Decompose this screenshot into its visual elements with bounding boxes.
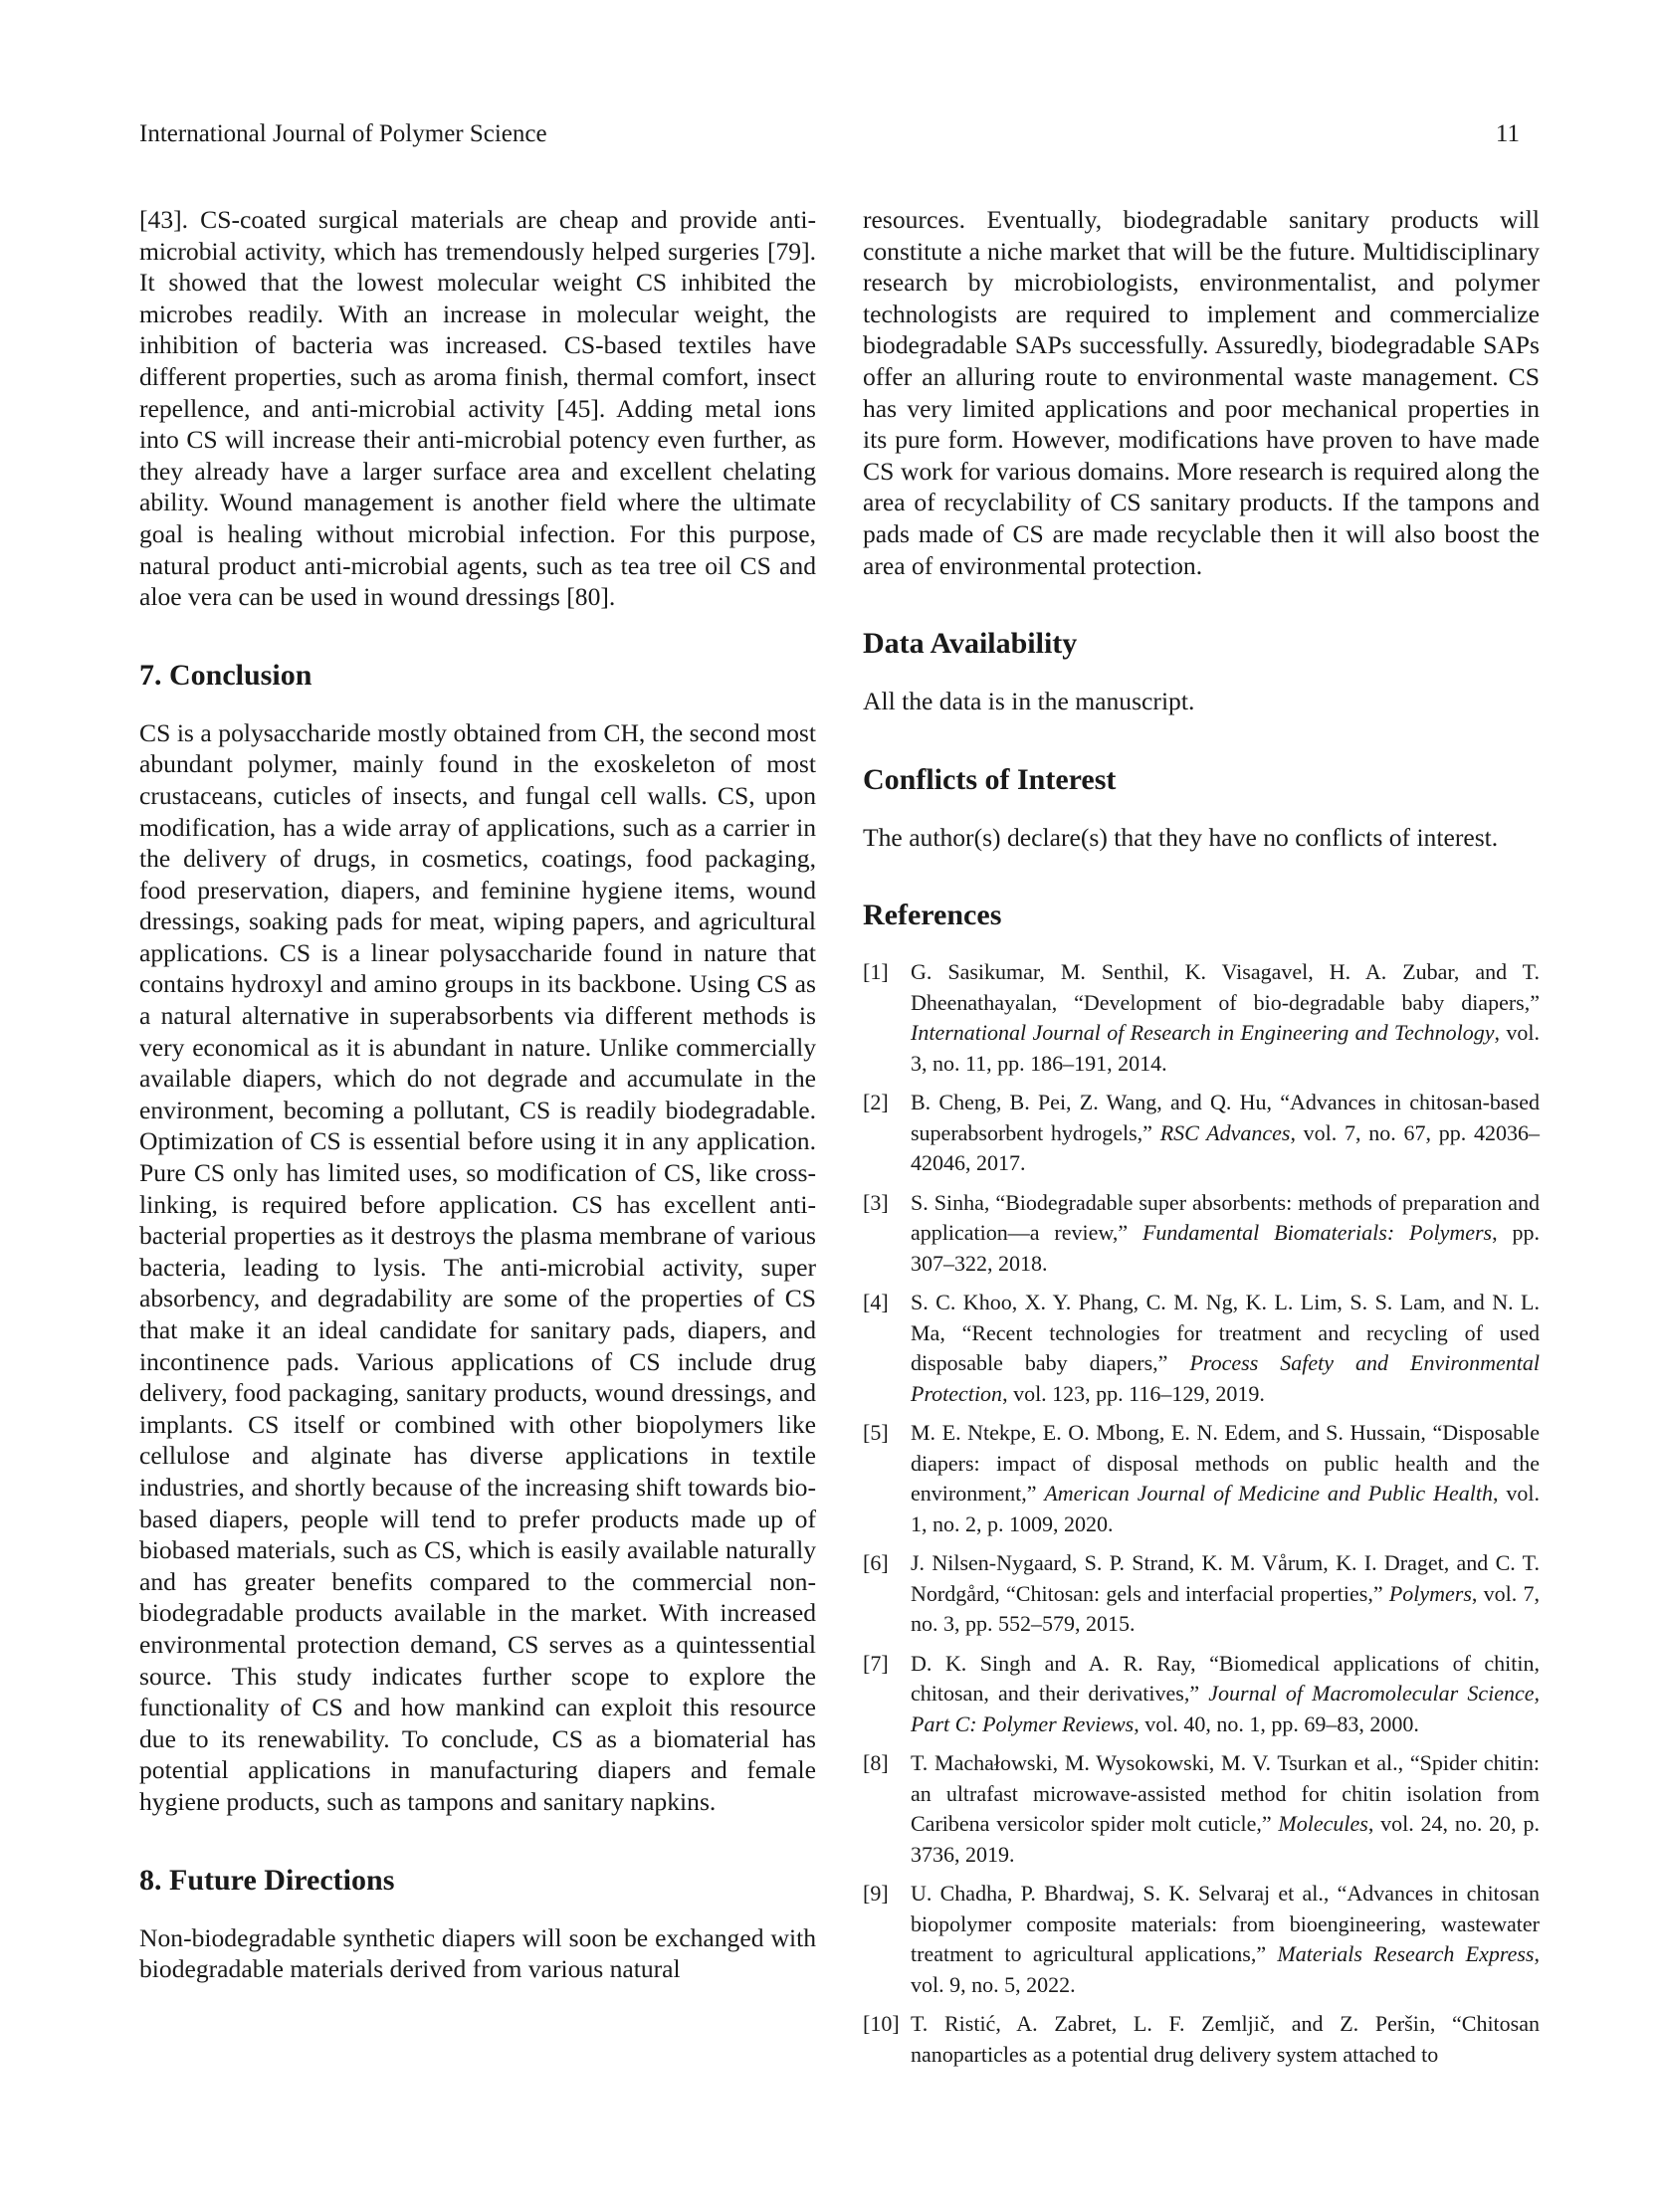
reference-item bbox=[863, 1748, 1540, 1870]
left-column bbox=[139, 204, 816, 1985]
conflicts-text: The author(s) declare(s) that they have no conflicts of interest. bbox=[863, 822, 1499, 852]
reference-details: , vol. 40, no. 1, pp. 69–83, 2000. bbox=[1134, 1710, 1419, 1736]
reference-authors: G. Sasikumar, M. Senthil, K. Visagavel, H. A. Zubar, and T. Dheenathayalan, “Development of bio-degradable baby diapers,” bbox=[911, 959, 1540, 1015]
reference-number: [7] bbox=[863, 1650, 889, 1676]
references-list bbox=[863, 957, 1540, 2070]
reference-number: [5] bbox=[863, 1420, 889, 1446]
reference-venue: Fundamental Biomaterials: Polymers bbox=[1141, 1220, 1493, 1246]
reference-number: [4] bbox=[863, 1290, 889, 1315]
reference-item bbox=[863, 1418, 1540, 1539]
reference-authors: J. Nilsen-Nygaard, S. P. Strand, K. M. Vårum, K. I. Draget, and C. T. Nordgård, “Chitosan: gels and interfacial properties,” bbox=[911, 1550, 1540, 1606]
conclusion-heading: 7. Conclusion bbox=[139, 658, 312, 692]
data-availability-heading: Data Availability bbox=[863, 627, 1078, 661]
reference-authors: T. Machałowski, M. Wysokowski, M. V. Tsurkan et al., “Spider chitin: an ultrafast microwave-assisted method for chitin isolation from Caribena versicolor spider molt cuticle,” bbox=[911, 1750, 1540, 1837]
page-header bbox=[139, 117, 1520, 151]
reference-number: [6] bbox=[863, 1550, 889, 1576]
reference-details: , vol. 123, pp. 116–129, 2019. bbox=[1002, 1380, 1265, 1406]
reference-item bbox=[863, 1188, 1540, 1280]
reference-authors: T. Ristić, A. Zabret, L. F. Zemljič, and Z. Peršin, “Chitosan nanoparticles as a potential drug delivery system attached to bbox=[911, 2011, 1540, 2067]
reference-number: [8] bbox=[863, 1750, 889, 1776]
intro-paragraph: [43]. CS-coated surgical materials are cheap and provide anti-microbial activity, which has tremendously helped surgeries [79]. It showed that the lowest molecular weight CS inhibited the microbes readily. With an increase in molecular weight, the inhibition of bacteria was increased. CS-based textiles have different properties, such as aroma finish, thermal comfort, insect repellence, and anti-microbial activity [45]. Adding metal ions into CS will increase their anti-microbial potency even further, as they already have a larger surface area and excellent chelating ability. Wound management is another field where the ultimate goal is healing without microbial infection. For this purpose, natural product anti-microbial agents, such as tea tree oil CS and aloe vera can be used in wound dressings [80]. bbox=[139, 205, 816, 612]
reference-item bbox=[863, 1649, 1540, 1740]
conflicts-heading: Conflicts of Interest bbox=[863, 762, 1117, 796]
reference-authors: M. E. Ntekpe, E. O. Mbong, E. N. Edem, and S. Hussain, “Disposable diapers: impact of disposal methods on public health and the environment,” bbox=[911, 1420, 1540, 1507]
reference-details: , vol. 3, no. 11, pp. 186–191, 2014. bbox=[911, 1020, 1540, 1076]
reference-venue: Polymers bbox=[1388, 1580, 1472, 1606]
reference-number: [9] bbox=[863, 1881, 889, 1907]
reference-details: , vol. 24, no. 20, p. 3736, 2019. bbox=[911, 1811, 1540, 1867]
reference-authors: D. K. Singh and A. R. Ray, “Biomedical applications of chitin, chitosan, and their derivatives,” bbox=[911, 1650, 1540, 1707]
reference-authors: U. Chadha, P. Bhardwaj, S. K. Selvaraj et al., “Advances in chitosan biopolymer composite materials: from bioengineering, wastewater treatment to agricultural applications,” bbox=[911, 1881, 1540, 1967]
reference-item bbox=[863, 2009, 1540, 2070]
reference-venue: RSC Advances bbox=[1159, 1119, 1291, 1145]
data-availability-text: All the data is in the manuscript. bbox=[863, 687, 1195, 716]
continued-paragraph: resources. Eventually, biodegradable sanitary products will constitute a niche market that will be the future. Multidisciplinary research by microbiologists, environmentalist, and polymer technologists are required to implement and commercialize biodegradable SAPs successfully. Assuredly, biodegradable SAPs offer an alluring route to environmental waste management. CS has very limited applications and poor mechanical properties in its pure form. However, modifications have proven to have made CS work for various domains. More research is required along the area of recyclability of CS sanitary products. If the tampons and pads made of CS are made recyclable then it will also boost the area of environmental protection. bbox=[863, 205, 1540, 580]
reference-item bbox=[863, 1879, 1540, 2000]
reference-venue: American Journal of Medicine and Public Health bbox=[1044, 1481, 1493, 1507]
reference-item bbox=[863, 1088, 1540, 1179]
reference-details: , pp. 307–322, 2018. bbox=[911, 1220, 1541, 1276]
reference-number: [10] bbox=[863, 2011, 900, 2037]
reference-authors: S. C. Khoo, X. Y. Phang, C. M. Ng, K. L. Lim, S. S. Lam, and N. L. Ma, “Recent technologies for treatment and recycling of used disposable baby diapers,” bbox=[911, 1290, 1540, 1376]
reference-details: , vol. 7, no. 3, pp. 552–579, 2015. bbox=[911, 1580, 1540, 1637]
reference-venue: International Journal of Research in Engineering and Technology bbox=[911, 1020, 1495, 1046]
reference-venue: Process Safety and Environmental Protection bbox=[911, 1350, 1540, 1406]
reference-authors: B. Cheng, B. Pei, Z. Wang, and Q. Hu, “Advances in chitosan-based superabsorbent hydrogels,” bbox=[911, 1090, 1540, 1145]
reference-venue: Molecules bbox=[1278, 1811, 1368, 1837]
reference-item bbox=[863, 1548, 1540, 1640]
journal-title: International Journal of Polymer Science bbox=[139, 120, 547, 147]
future-directions-paragraph: Non-biodegradable synthetic diapers will soon be exchanged with biodegradable materials derived from various natural bbox=[139, 1922, 816, 1984]
reference-number: [2] bbox=[863, 1090, 889, 1115]
page-number: 11 bbox=[1495, 120, 1520, 147]
reference-number: [1] bbox=[863, 959, 889, 985]
future-directions-heading: 8. Future Directions bbox=[139, 1863, 395, 1897]
reference-item bbox=[863, 957, 1540, 1079]
reference-details: , vol. 1, no. 2, p. 1009, 2020. bbox=[911, 1481, 1540, 1536]
reference-venue: Journal of Macromolecular Science, Part C: Polymer Reviews bbox=[911, 1681, 1540, 1736]
references-heading: References bbox=[863, 899, 1002, 932]
reference-venue: Materials Research Express bbox=[1277, 1941, 1535, 1967]
right-column bbox=[863, 204, 1540, 2079]
reference-item bbox=[863, 1288, 1540, 1409]
reference-details: , vol. 9, no. 5, 2022. bbox=[911, 1941, 1540, 1997]
reference-number: [3] bbox=[863, 1189, 889, 1215]
reference-authors: S. Sinha, “Biodegradable super absorbents: methods of preparation and application—a review,” bbox=[911, 1189, 1540, 1246]
reference-details: , vol. 7, no. 67, pp. 42036–42046, 2017. bbox=[911, 1119, 1540, 1176]
conclusion-paragraph: CS is a polysaccharide mostly obtained from CH, the second most abundant polymer, mainly found in the exoskeleton of most crustaceans, cuticles of insects, and fungal cell walls. CS, upon modification, has a wide array of applications, such as a carrier in the delivery of drugs, in cosmetics, coatings, food packaging, food preservation, diapers, and feminine hygiene items, wound dressings, soaking pads for meat, wiping papers, and agricultural applications. CS is a linear polysaccharide found in nature that contains hydroxyl and amino groups in its backbone. Using CS as a natural alternative in superabsorbents via different methods is very economical as it is abundant in nature. Unlike commercially available diapers, which do not degrade and accumulate in the environment, becoming a pollutant, CS is readily biodegradable. Optimization of CS is essential before using it in any application. Pure CS only has limited uses, so modification of CS, like cross-linking, is required before application. CS has excellent anti-bacterial properties as it destroys the plasma membrane of various bacteria, leading to lysis. The anti-microbial activity, super absorbency, and degradability are some of the properties of CS that make it an ideal candidate for sanitary pads, diapers, and incontinence pads. Various applications of CS include drug delivery, food packaging, sanitary products, wound dressings, and implants. CS itself or combined with other biopolymers like cellulose and alginate has diverse applications in textile industries, and shortly because of the increasing shift towards bio-based diapers, people will tend to prefer products made up of biobased materials, such as CS, which is easily available naturally and has greater benefits compared to the commercial non-biodegradable products available in the market. With increased environmental protection demand, CS serves as a quintessential source. This study indicates further scope to explore the functionality of CS and how mankind can exploit this resource due to its renewability. To conclude, CS as a biomaterial has potential applications in manufacturing diapers and female hygiene products, such as tampons and sanitary napkins. bbox=[139, 717, 816, 1816]
